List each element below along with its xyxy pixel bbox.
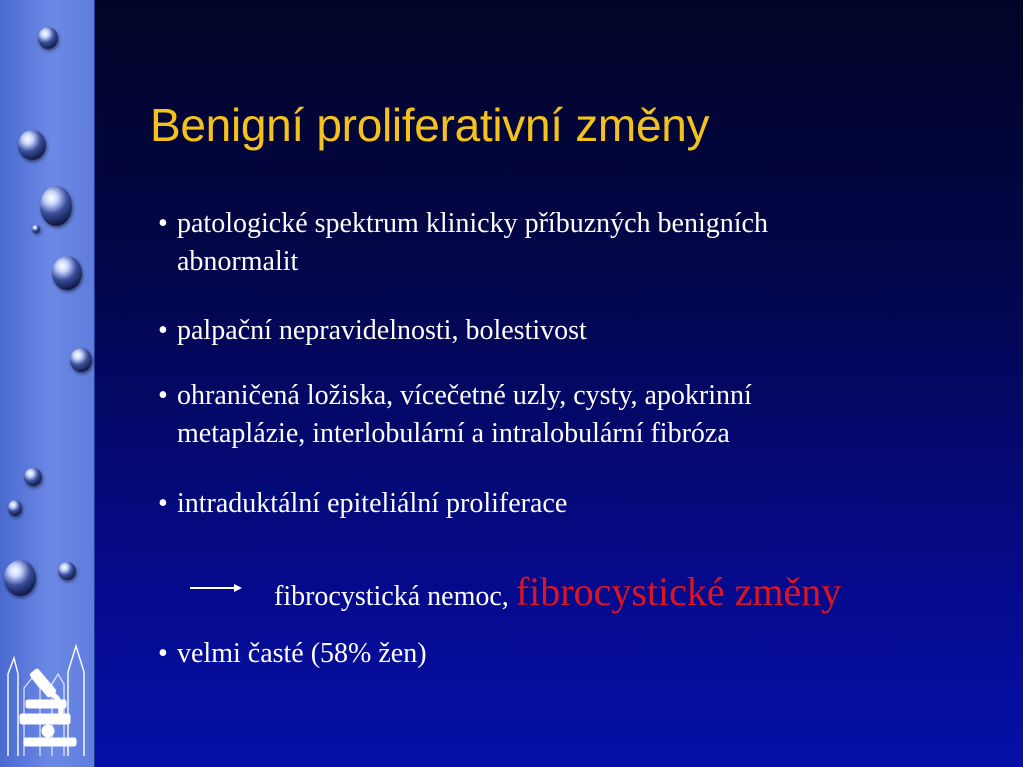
arrow-right-icon bbox=[190, 583, 242, 593]
bullet-line: palpační nepravidelnosti, bolestivost bbox=[177, 315, 587, 346]
bullet-item bbox=[158, 485, 567, 523]
bullet-line: metaplázie, interlobulární a intralobulární fibróza bbox=[177, 418, 730, 449]
decorative-sidebar bbox=[0, 0, 95, 767]
bubble-icon bbox=[4, 560, 36, 596]
bullet-item bbox=[158, 377, 752, 453]
bubble-icon bbox=[52, 256, 82, 290]
bullet-dot: • bbox=[158, 488, 168, 519]
bullet-item bbox=[158, 205, 768, 281]
slide-title: Benigní proliferativní změny bbox=[150, 99, 710, 151]
bullet-dot: • bbox=[158, 208, 168, 239]
fibrocystic-changes-highlight: fibrocystické změny bbox=[515, 569, 842, 614]
bullet-dot: • bbox=[158, 315, 168, 346]
bubble-icon bbox=[38, 27, 58, 49]
bubble-icon bbox=[58, 562, 76, 580]
bullet-line: patologické spektrum klinicky příbuzných benigních bbox=[177, 208, 768, 239]
fibrocystic-text bbox=[274, 568, 841, 615]
bullet-item bbox=[158, 312, 587, 350]
bubble-icon bbox=[40, 186, 72, 226]
microscope-logo-icon bbox=[4, 638, 92, 756]
bullet-dot: • bbox=[158, 380, 168, 411]
bullet-line: intraduktální epiteliální proliferace bbox=[177, 488, 568, 519]
bullet-line: abnormalit bbox=[177, 246, 299, 277]
fibrocystic-disease-label: fibrocystická nemoc, bbox=[274, 581, 509, 612]
bullet-item bbox=[158, 635, 427, 673]
bullet-line: ohraničená ložiska, vícečetné uzly, cysty, apokrinní bbox=[177, 380, 752, 411]
bubble-icon bbox=[24, 468, 42, 486]
bullet-line: velmi časté (58% žen) bbox=[177, 638, 427, 669]
bubble-icon bbox=[32, 225, 40, 233]
bubble-icon bbox=[8, 500, 22, 516]
bubble-icon bbox=[18, 130, 46, 160]
bullet-dot: • bbox=[158, 638, 168, 669]
bubble-icon bbox=[70, 348, 92, 372]
